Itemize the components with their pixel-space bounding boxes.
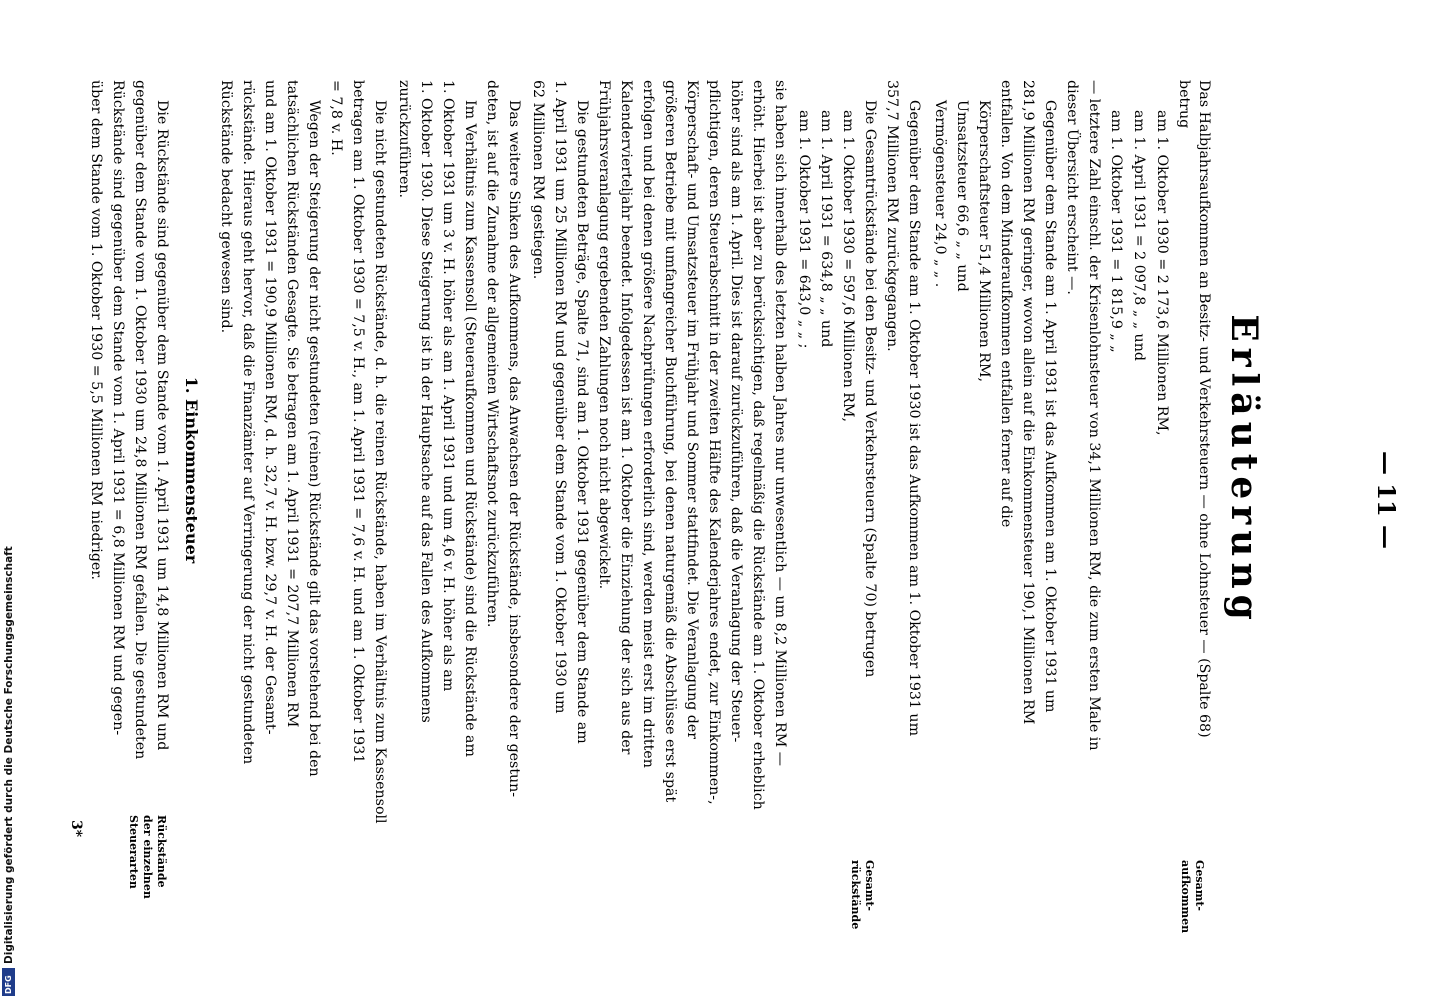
margin-note-gesamtrueckstaende [849, 860, 876, 929]
text-line: Kalendervierteljahr beendet. Infolgedessen ist am 1. Oktober die Einziehung der sich aus der [618, 80, 634, 755]
signature-mark: 3* [68, 820, 84, 838]
text-line: Die nicht gestundeten Rückstände, d. h. die reinen Rückstände, haben im Verhältnis zum Kassensoll [372, 100, 388, 824]
text-line: erfolgen und bei denen größere Nachprüfungen erforderlich sind, werden meist erst im dritten [640, 80, 656, 768]
text-line: und am 1. Oktober 1931 = 190,9 Millionen RM, d. h. 32,7 v. H. bzw. 29,7 v. H. der Gesamt- [262, 80, 278, 735]
page-title: Erläuterung [1223, 314, 1265, 626]
digitization-footer [2, 546, 15, 996]
text-line: entfallen. Von dem Minderaufkommen entfallen ferner auf die [998, 80, 1014, 528]
text-line: dieser Übersicht erscheint —. [1064, 80, 1080, 295]
text-line: am 1. Oktober 1930 = 2 173,6 Millionen RM, [1154, 110, 1170, 436]
text-line: — letztere Zahl einschl. der Krisenlohnsteuer von 34,1 Millionen RM, die zum ersten Male in [1086, 80, 1102, 751]
text-line: deten, ist auf die Zunahme der allgemeinen Wirtschaftsnot zurückzuführen. [484, 80, 500, 628]
text-line: 1. April 1931 um 25 Millionen RM und gegenüber dem Stande vom 1. Oktober 1930 um [552, 80, 568, 714]
text-line: zurückzuführen. [396, 80, 412, 199]
text-line: am 1. April 1931 = 634,8 „ „ und [818, 110, 834, 348]
text-line: Körperschaft- und Umsatzsteuer im Frühjahr und Sommer stattfindet. Die Veranlagung der [684, 80, 700, 740]
text-line: Die Gesamtrückstände bei den Besitz- und Verkehrsteuern (Spalte 70) betrugen [862, 100, 878, 678]
text-line: am 1. Oktober 1930 = 597,6 Millionen RM, [840, 110, 856, 422]
text-line: erhöht. Hierbei ist aber zu berücksichtigen, daß regelmäßig die Rückstände am 1. Oktober erheblich [750, 80, 766, 810]
margin-note-line: Gesamt- [863, 860, 876, 911]
text-line: tatsächlichen Rückständen Gesagte. Sie betragen am 1. April 1931 = 207,7 Millionen RM [284, 80, 300, 728]
text-line: 357,7 Millionen RM zurückgegangen. [884, 80, 900, 352]
text-line: am 1. Oktober 1931 = 643,0 „ „ ; [796, 110, 812, 349]
text-line: Gegenüber dem Stande am 1. April 1931 ist das Aufkommen am 1. Oktober 1931 um [1042, 100, 1058, 713]
text-line: Wegen der Steigerung der nicht gestundeten (reinen) Rückstände gilt das vorstehend bei den [306, 100, 322, 777]
text-line: Umsatzsteuer 66,6 „ „ und [954, 100, 970, 292]
page-number: — 11 — [1372, 450, 1401, 550]
dfg-logo: DFG [4, 975, 13, 994]
text-line: betragen am 1. Oktober 1930 = 7,5 v. H., am 1. April 1931 = 7,6 v. H. und am 1. Oktober 1931 [350, 80, 366, 764]
body-text [88, 80, 1212, 824]
text-line: Im Verhältnis zum Kassensoll (Steueraufkommen und Rückstände) sind die Rückstände am [462, 100, 478, 757]
margin-note-gesamtaufkommen [1179, 860, 1206, 933]
text-line: sie haben sich innerhalb des letzten halben Jahres nur unwesentlich — um 8,2 Millionen RM — [772, 80, 788, 766]
text-line: Das weitere Sinken des Aufkommens, das Anwachsen der Rückstände, insbesondere der gestun- [506, 100, 522, 798]
text-line: höher sind als am 1. April. Dies ist darauf zurückzuführen, daß die Veranlagung der Steuer- [728, 80, 744, 743]
margin-note-line: Rückstände [155, 815, 168, 888]
margin-note-line: rückstände [849, 860, 862, 930]
text-line: rückstände. Hieraus geht hervor, daß die Finanzämter auf Verringerung der nicht gestundeten [240, 80, 256, 765]
text-line: Frühjahrsveranlagung ergebenden Zahlungen noch nicht abgewickelt. [596, 80, 612, 590]
text-line: Das Halbjahrsaufkommen an Besitz- und Verkehrsteuern — ohne Lohnsteuer — (Spalte 68) [1196, 80, 1212, 738]
section-heading: 1. Einkommensteuer [182, 376, 201, 564]
text-line: 1. Oktober 1930. Diese Steigerung ist in der Hauptsache auf das Fallen des Aufkommens [418, 80, 434, 723]
text-line: gegenüber dem Stande vom 1. Oktober 1930 um 24,8 Millionen RM gefallen. Die gestundeten [132, 80, 148, 760]
margin-note-line: Steuerarten [127, 815, 140, 889]
margin-note-line: aufkommen [1179, 860, 1192, 934]
text-line: am 1. Oktober 1931 = 1 815,9 „ „ [1108, 110, 1124, 353]
text-line: Vermögensteuer 24,0 „ „ . [932, 100, 948, 288]
text-line: Die Rückstände sind gegenüber dem Stande vom 1. April 1931 um 14,8 Millionen RM und [154, 100, 170, 751]
text-line: am 1. April 1931 = 2 097,8 „ „ und [1131, 110, 1147, 361]
text-line: Die gestundeten Beträge, Spalte 71, sind am 1. Oktober 1931 gegenüber dem Stande am [574, 100, 590, 744]
text-line: 1. Oktober 1931 um 3 v. H. höher als am 1. April 1931 und um 4,6 v. H. höher als am [440, 80, 456, 692]
text-line: betrug [1176, 80, 1192, 129]
text-line: pflichtigen, deren Steuerabschnitt in der zweiten Hälfte des Kalenderjahres endet, zur Einkommen-, [706, 80, 722, 805]
text-line: 281,9 Millionen RM geringer, wovon allein auf die Einkommensteuer 190,1 Millionen RM [1020, 80, 1036, 725]
text-line: Rückstände sind gegenüber dem Stande vom 1. April 1931 = 6,8 Millionen RM und gegen- [110, 80, 126, 736]
text-line: Gegenüber dem Stande am 1. Oktober 1930 ist das Aufkommen am 1. Oktober 1931 um [906, 100, 922, 737]
text-line: 62 Millionen RM gestiegen. [530, 80, 546, 280]
text-line: über dem Stande vom 1. Oktober 1930 = 5,5 Millionen RM niedriger. [88, 80, 104, 581]
margin-note-steuerarten [127, 815, 168, 899]
text-line: Körperschaftsteuer 51,4 Millionen RM, [976, 100, 992, 382]
margin-note-line: der einzelnen [141, 815, 154, 899]
margin-note-line: Gesamt- [1193, 860, 1206, 911]
text-line: Rückstände bedacht gewesen sind. [218, 80, 234, 334]
text-line: größeren Betriebe mit umfangreicher Buchführung, bei denen naturgemäß die Abschlüsse erst spät [662, 80, 678, 803]
text-line: = 7,8 v. H. [328, 80, 344, 156]
digitization-note: Digitalisierung gefördert durch die Deutsche Forschungsgemeinschaft [3, 546, 15, 964]
